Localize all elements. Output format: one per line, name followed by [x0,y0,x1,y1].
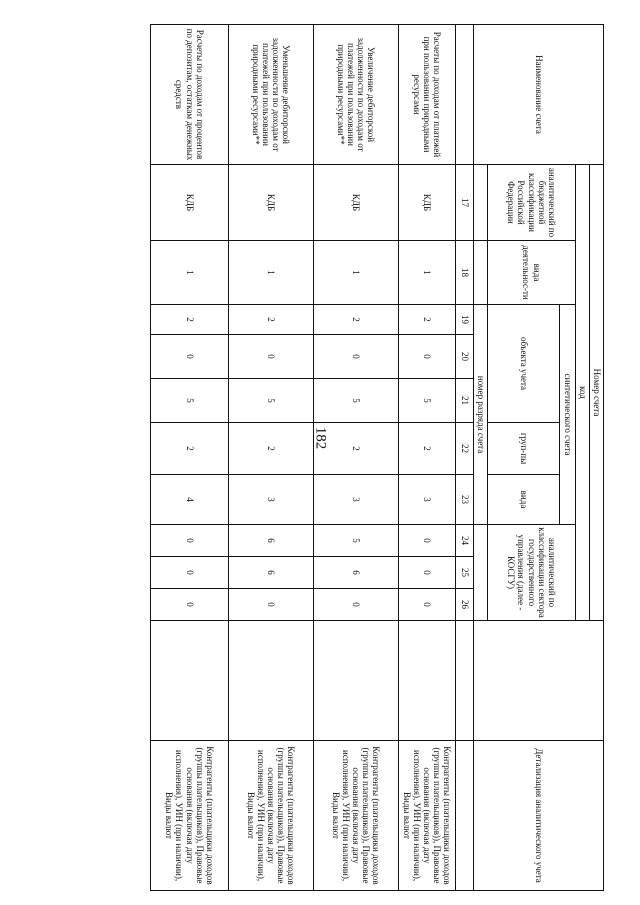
column-number: 22 [456,423,474,475]
row-account-name: Уменьшение дебиторской задолженности по доходам от платежей при пользовании природными ресурсами** [229,25,314,165]
table-row [229,25,314,891]
row-cell: 3 [229,475,314,525]
row-detail: Контрагенты (плательщики доходов (группы плательщиков)), Правовые основания (включая дату исполнения), УИН (при наличии), Виды валют [314,741,399,891]
header-spacer-3 [474,525,488,621]
row-cell: 0 [314,589,399,621]
row-cell: 0 [229,335,314,379]
header-row-1 [590,25,604,891]
header-digit-number: номер разряда счета [474,305,488,525]
row-cell: 2 [314,305,399,335]
header-spacer-2 [474,241,488,305]
row-empty-cell [229,621,314,741]
row-cell: 2 [399,423,456,475]
row-cell: 0 [151,589,229,621]
column-number-blank [456,25,474,165]
header-account-name: Наименование счета [474,25,604,165]
row-cell: 2 [151,423,229,475]
column-number: 19 [456,305,474,335]
row-cell: 5 [151,379,229,423]
header-account-object: объекта учета [488,305,560,423]
row-account-name: Расчеты по доходам от процентов по депозитам, остаткам денежных средств [151,25,229,165]
row-cell: 5 [229,379,314,423]
row-cell: 2 [399,305,456,335]
row-cell: КДБ [399,165,456,241]
column-number: 18 [456,241,474,305]
row-cell: 3 [399,475,456,525]
row-detail: Контрагенты (плательщики доходов (группы плательщиков)), Правовые основания (включая дату исполнения), УИН (при наличии), Виды валют [151,741,229,891]
header-kosgu: аналитический по классификации сектора государственного управления (далее - КОСГУ) [488,525,576,621]
column-number-blank [456,741,474,891]
header-empty-column [474,621,604,741]
row-empty-cell [314,621,399,741]
table-row [314,25,399,891]
header-detail: Детализация аналитического учета [474,741,604,891]
row-cell: 1 [151,241,229,305]
column-number: 17 [456,165,474,241]
row-cell: 2 [229,305,314,335]
page-number: 182 [312,426,329,450]
row-cell: 2 [229,423,314,475]
row-cell: 1 [399,241,456,305]
header-code: код [576,165,590,621]
column-number: 24 [456,525,474,557]
accounts-table [150,24,604,891]
row-cell: 2 [314,423,399,475]
header-groups: груп-пы [488,423,560,475]
row-cell: 0 [151,557,229,589]
column-number-blank [456,621,474,741]
row-cell: 4 [151,475,229,525]
row-cell: 0 [314,335,399,379]
header-kind: вида [488,475,560,525]
row-detail: Контрагенты (плательщики доходов (группы плательщиков)), Правовые основания (включая дату исполнения), УИН (при наличии), Виды валют [399,741,456,891]
row-account-name: Увеличение дебиторской задолженности по доходам от платежей при пользовании природными ресурсами** [314,25,399,165]
column-number: 25 [456,557,474,589]
column-number: 26 [456,589,474,621]
row-cell: 1 [229,241,314,305]
header-spacer-1 [474,165,488,241]
row-cell: 6 [229,557,314,589]
row-detail: Контрагенты (плательщики доходов (группы плательщиков)), Правовые основания (включая дату исполнения), УИН (при наличии), Виды валют [229,741,314,891]
row-cell: 0 [399,335,456,379]
row-cell: 1 [314,241,399,305]
row-account-name: Расчеты по доходам от платежей при пользовании природными ресурсами [399,25,456,165]
rotated-table-wrapper [164,24,604,890]
row-cell: КДБ [314,165,399,241]
row-empty-cell [151,621,229,741]
table-row [151,25,229,891]
column-number: 21 [456,379,474,423]
row-cell: КДБ [229,165,314,241]
row-cell: 0 [399,557,456,589]
row-cell: 0 [229,589,314,621]
row-empty-cell [399,621,456,741]
column-number: 20 [456,335,474,379]
row-cell: КДБ [151,165,229,241]
row-cell: 0 [399,589,456,621]
row-cell: 0 [399,525,456,557]
row-cell: 0 [151,525,229,557]
row-cell: 5 [314,525,399,557]
row-cell: 6 [229,525,314,557]
column-number: 23 [456,475,474,525]
row-cell: 6 [314,557,399,589]
header-activity-type: вида деятельнос-ти [488,241,576,305]
header-account-number: Номер счета [590,165,604,621]
row-cell: 5 [399,379,456,423]
header-synthetic: синтетического счета [560,305,576,525]
row-cell: 2 [151,305,229,335]
row-cell: 5 [314,379,399,423]
header-analytic-bk: аналитический по бюджетной классификации Российской Федерации [488,165,576,241]
row-cell: 0 [151,335,229,379]
row-cell: 3 [314,475,399,525]
table-row [399,25,456,891]
column-numbers-row [456,25,474,891]
